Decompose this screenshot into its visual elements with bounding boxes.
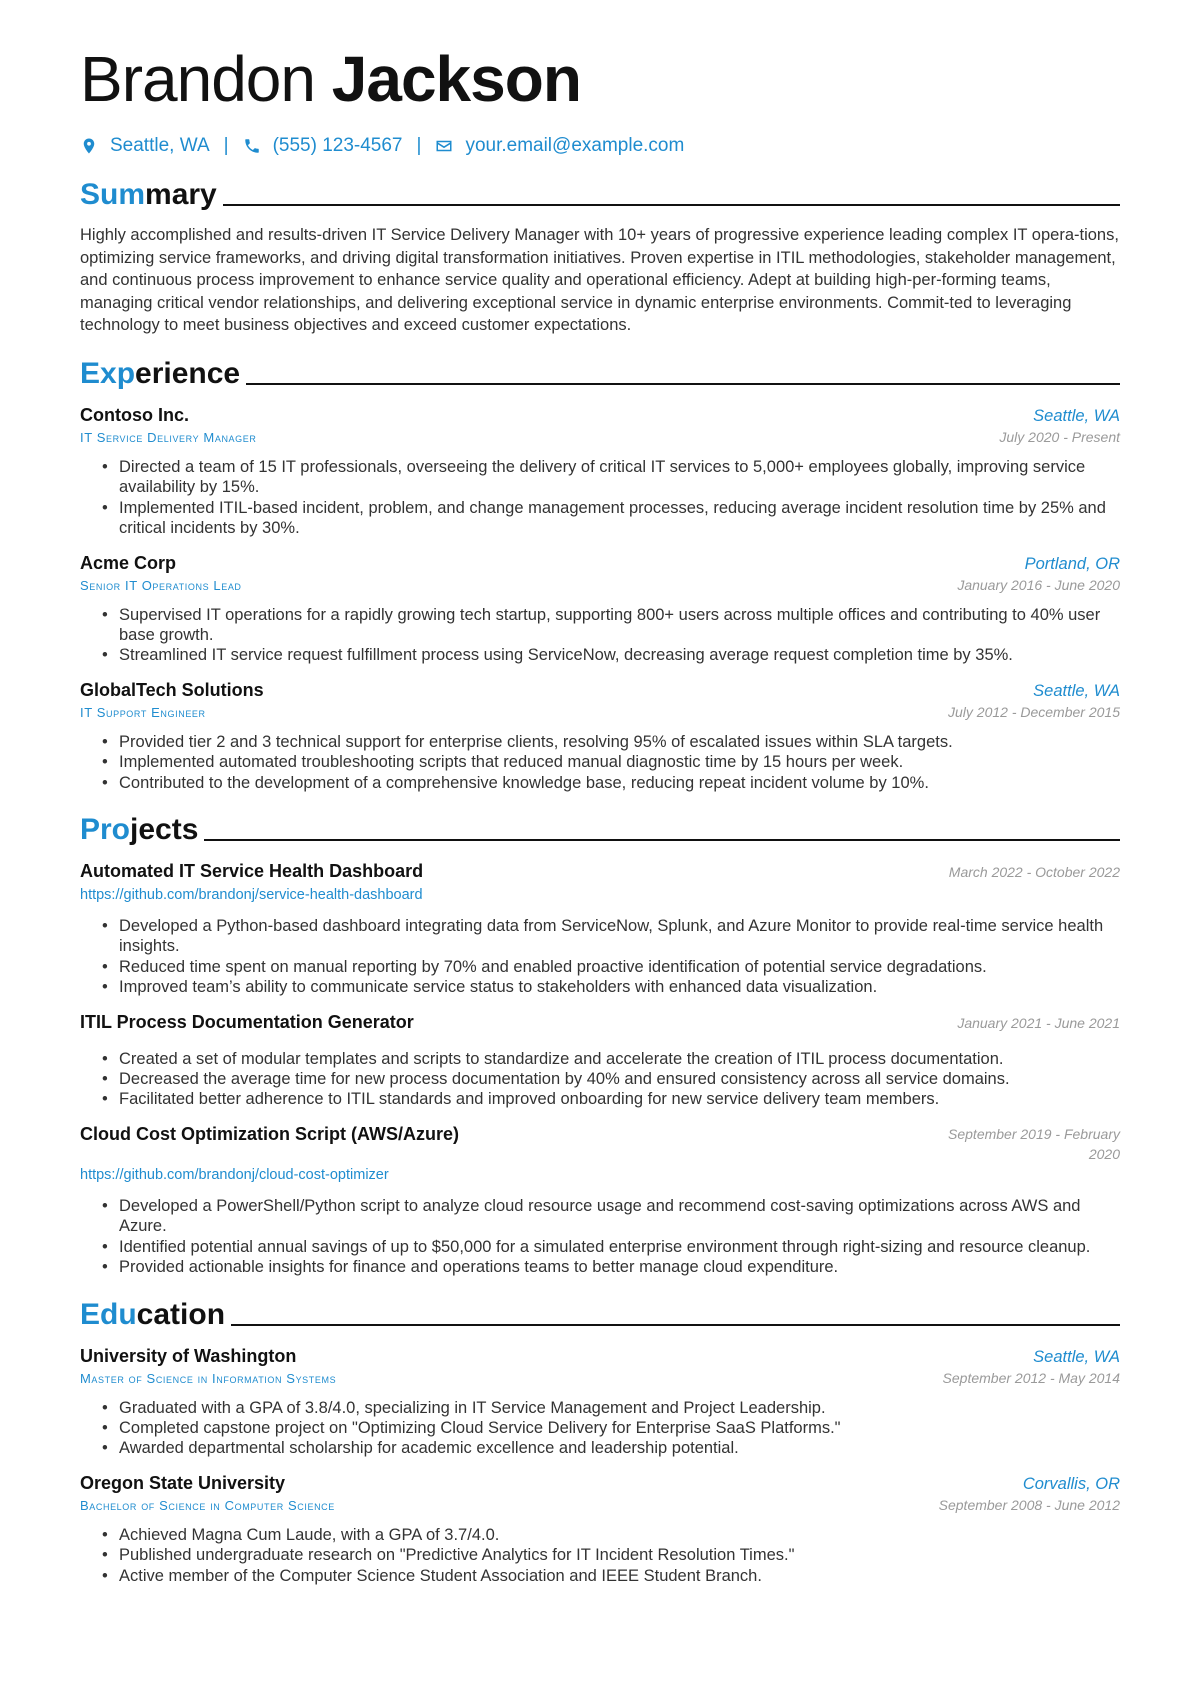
job-dates: July 2020 - Present	[999, 428, 1120, 445]
degree-title: Master of Science in Information Systems	[80, 1370, 337, 1386]
section-title: Experience	[80, 356, 241, 390]
list-item: • Published undergraduate research on "Predictive Analytics for IT Incident Resolution Times."	[102, 1545, 1120, 1565]
contact-bar	[80, 132, 1120, 160]
experience-heading	[80, 351, 1120, 391]
list-item: • Completed capstone project on "Optimizing Cloud Service Delivery for Enterprise SaaS Platforms."	[102, 1418, 1120, 1438]
education-dates: September 2012 - May 2014	[942, 1369, 1120, 1386]
job-location: Portland, OR	[1024, 554, 1120, 573]
contact-separator: |	[416, 135, 422, 156]
section-title: Summary	[80, 178, 217, 211]
phone-text: (555) 123-4567	[272, 135, 403, 156]
company-name: Contoso Inc.	[80, 404, 189, 425]
bullet-list	[80, 1525, 1120, 1586]
phone-icon	[243, 137, 261, 155]
list-item: • Active member of the Computer Science Student Association and IEEE Student Branch.	[102, 1566, 1120, 1586]
experience-entry	[80, 405, 1120, 539]
list-item: • Implemented ITIL-based incident, problem, and change management processes, reducing average incident resolution time by 25% and critical incidents by 30%.	[102, 498, 1120, 539]
bullet-list	[80, 1049, 1120, 1110]
contact-email[interactable]	[435, 135, 684, 157]
list-item: • Awarded departmental scholarship for academic excellence and leadership potential.	[102, 1438, 1120, 1458]
school-location: Seattle, WA	[1033, 1347, 1120, 1366]
education-entry	[80, 1346, 1120, 1459]
experience-entry	[80, 553, 1120, 666]
bullet-list	[80, 1196, 1120, 1278]
list-item: • Streamlined IT service request fulfillment process using ServiceNow, decreasing average request completion time by 35%.	[102, 645, 1120, 665]
list-item: • Contributed to the development of a comprehensive knowledge base, reducing repeat incident volume by 10%.	[102, 773, 1120, 793]
job-location: Seattle, WA	[1033, 681, 1120, 700]
location-text: Seattle, WA	[110, 135, 210, 156]
projects-heading	[80, 807, 1120, 847]
list-item: • Supervised IT operations for a rapidly growing tech startup, supporting 800+ users across multiple offices and contributing to 40% user base growth.	[102, 605, 1120, 646]
bullet-list	[80, 457, 1120, 539]
last-name: Jackson	[331, 43, 581, 115]
bullet-list	[80, 605, 1120, 666]
contact-phone[interactable]	[243, 135, 403, 157]
list-item: • Facilitated better adherence to ITIL standards and improved onboarding for new service delivery team members.	[102, 1089, 1120, 1109]
list-item: • Identified potential annual savings of up to $50,000 for a simulated enterprise environment through right-sizing and resource cleanup.	[102, 1237, 1120, 1257]
degree-title: Bachelor of Science in Computer Science	[80, 1497, 335, 1513]
list-item: • Achieved Magna Cum Laude, with a GPA of 3.7/4.0.	[102, 1525, 1120, 1545]
list-item: • Provided actionable insights for finance and operations teams to better manage cloud expenditure.	[102, 1257, 1120, 1277]
section-divider	[231, 1324, 1120, 1326]
list-item: • Directed a team of 15 IT professionals, overseeing the delivery of critical IT services to 5,000+ employees globally, improving service availability by 15%.	[102, 457, 1120, 498]
summary-heading	[80, 172, 1120, 212]
education-entry	[80, 1473, 1120, 1586]
contact-location	[80, 135, 210, 157]
email-text: your.email@example.com	[465, 135, 685, 156]
section-divider	[223, 204, 1120, 206]
project-title: ITIL Process Documentation Generator	[80, 1011, 414, 1032]
project-title: Cloud Cost Optimization Script (AWS/Azure)	[80, 1123, 459, 1144]
project-entry	[80, 1124, 1120, 1278]
resume-page	[80, 40, 1120, 1586]
list-item: • Implemented automated troubleshooting scripts that reduced manual diagnostic time by 15 hours per week.	[102, 752, 1120, 772]
project-link[interactable]: https://github.com/brandonj/service-health-dashboard	[80, 887, 423, 904]
section-divider	[204, 839, 1120, 841]
summary-text: Highly accomplished and results-driven IT Service Delivery Manager with 10+ years of progressive experience leading complex IT opera-tions, optimizing service frameworks, and driving digital transformation initiatives. Proven expertise in ITIL methodologies, stakeholder management, and continuous process improvement to enhance service quality and operational efficiency. Adept at building high-per-forming teams, managing critical vendor relationships, and delivering exceptional service in dynamic enterprise environments. Commit-ted to leveraging technology to meet business objectives and exceed customer expectations.	[80, 226, 1119, 335]
bullet-list	[80, 1398, 1120, 1459]
candidate-name	[80, 40, 1120, 118]
section-title: Projects	[80, 813, 199, 847]
education-dates: September 2008 - June 2012	[938, 1496, 1120, 1513]
project-dates: March 2022 - October 2022	[948, 864, 1120, 881]
experience-entry	[80, 680, 1120, 793]
map-pin-icon	[80, 137, 98, 155]
bullet-list	[80, 732, 1120, 793]
job-dates: January 2016 - June 2020	[957, 576, 1120, 593]
project-dates: January 2021 - June 2021	[957, 1014, 1120, 1031]
company-name: Acme Corp	[80, 552, 177, 573]
project-dates: September 2019 - February 2020	[948, 1125, 1120, 1162]
project-title: Automated IT Service Health Dashboard	[80, 861, 424, 882]
section-divider	[246, 383, 1120, 385]
project-link[interactable]: https://github.com/brandonj/cloud-cost-optimizer	[80, 1166, 389, 1183]
job-dates: July 2012 - December 2015	[948, 703, 1120, 720]
school-name: University of Washington	[80, 1345, 297, 1366]
project-entry	[80, 1012, 1120, 1110]
company-name: GlobalTech Solutions	[80, 679, 264, 700]
school-name: Oregon State University	[80, 1472, 286, 1493]
education-heading	[80, 1292, 1120, 1332]
list-item: • Improved team’s ability to communicate service status to stakeholders with enhanced data visualization.	[102, 977, 1120, 997]
section-title: Education	[80, 1297, 226, 1331]
list-item: • Created a set of modular templates and scripts to standardize and accelerate the creation of ITIL process documentation.	[102, 1049, 1120, 1069]
list-item: • Reduced time spent on manual reporting by 70% and enabled proactive identification of potential service degradations.	[102, 957, 1120, 977]
job-title: Senior IT Operations Lead	[80, 577, 242, 593]
list-item: • Developed a PowerShell/Python script to analyze cloud resource usage and recommend cost-saving optimizations across AWS and Azure.	[102, 1196, 1120, 1237]
contact-separator: |	[223, 135, 229, 156]
list-item: • Decreased the average time for new process documentation by 40% and ensured consistency across all service domains.	[102, 1069, 1120, 1089]
job-title: IT Service Delivery Manager	[80, 429, 257, 445]
list-item: • Graduated with a GPA of 3.8/4.0, specializing in IT Service Management and Project Leadership.	[102, 1398, 1120, 1418]
list-item: • Provided tier 2 and 3 technical support for enterprise clients, resolving 95% of escalated issues within SLA targets.	[102, 732, 1120, 752]
bullet-list	[80, 916, 1120, 998]
project-entry	[80, 861, 1120, 998]
first-name: Brandon	[80, 43, 315, 115]
envelope-icon	[435, 137, 453, 155]
list-item: • Developed a Python-based dashboard integrating data from ServiceNow, Splunk, and Azure Monitor to provide real-time service health insights.	[102, 916, 1120, 957]
school-location: Corvallis, OR	[1022, 1474, 1120, 1493]
job-location: Seattle, WA	[1033, 406, 1120, 425]
job-title: IT Support Engineer	[80, 704, 206, 720]
